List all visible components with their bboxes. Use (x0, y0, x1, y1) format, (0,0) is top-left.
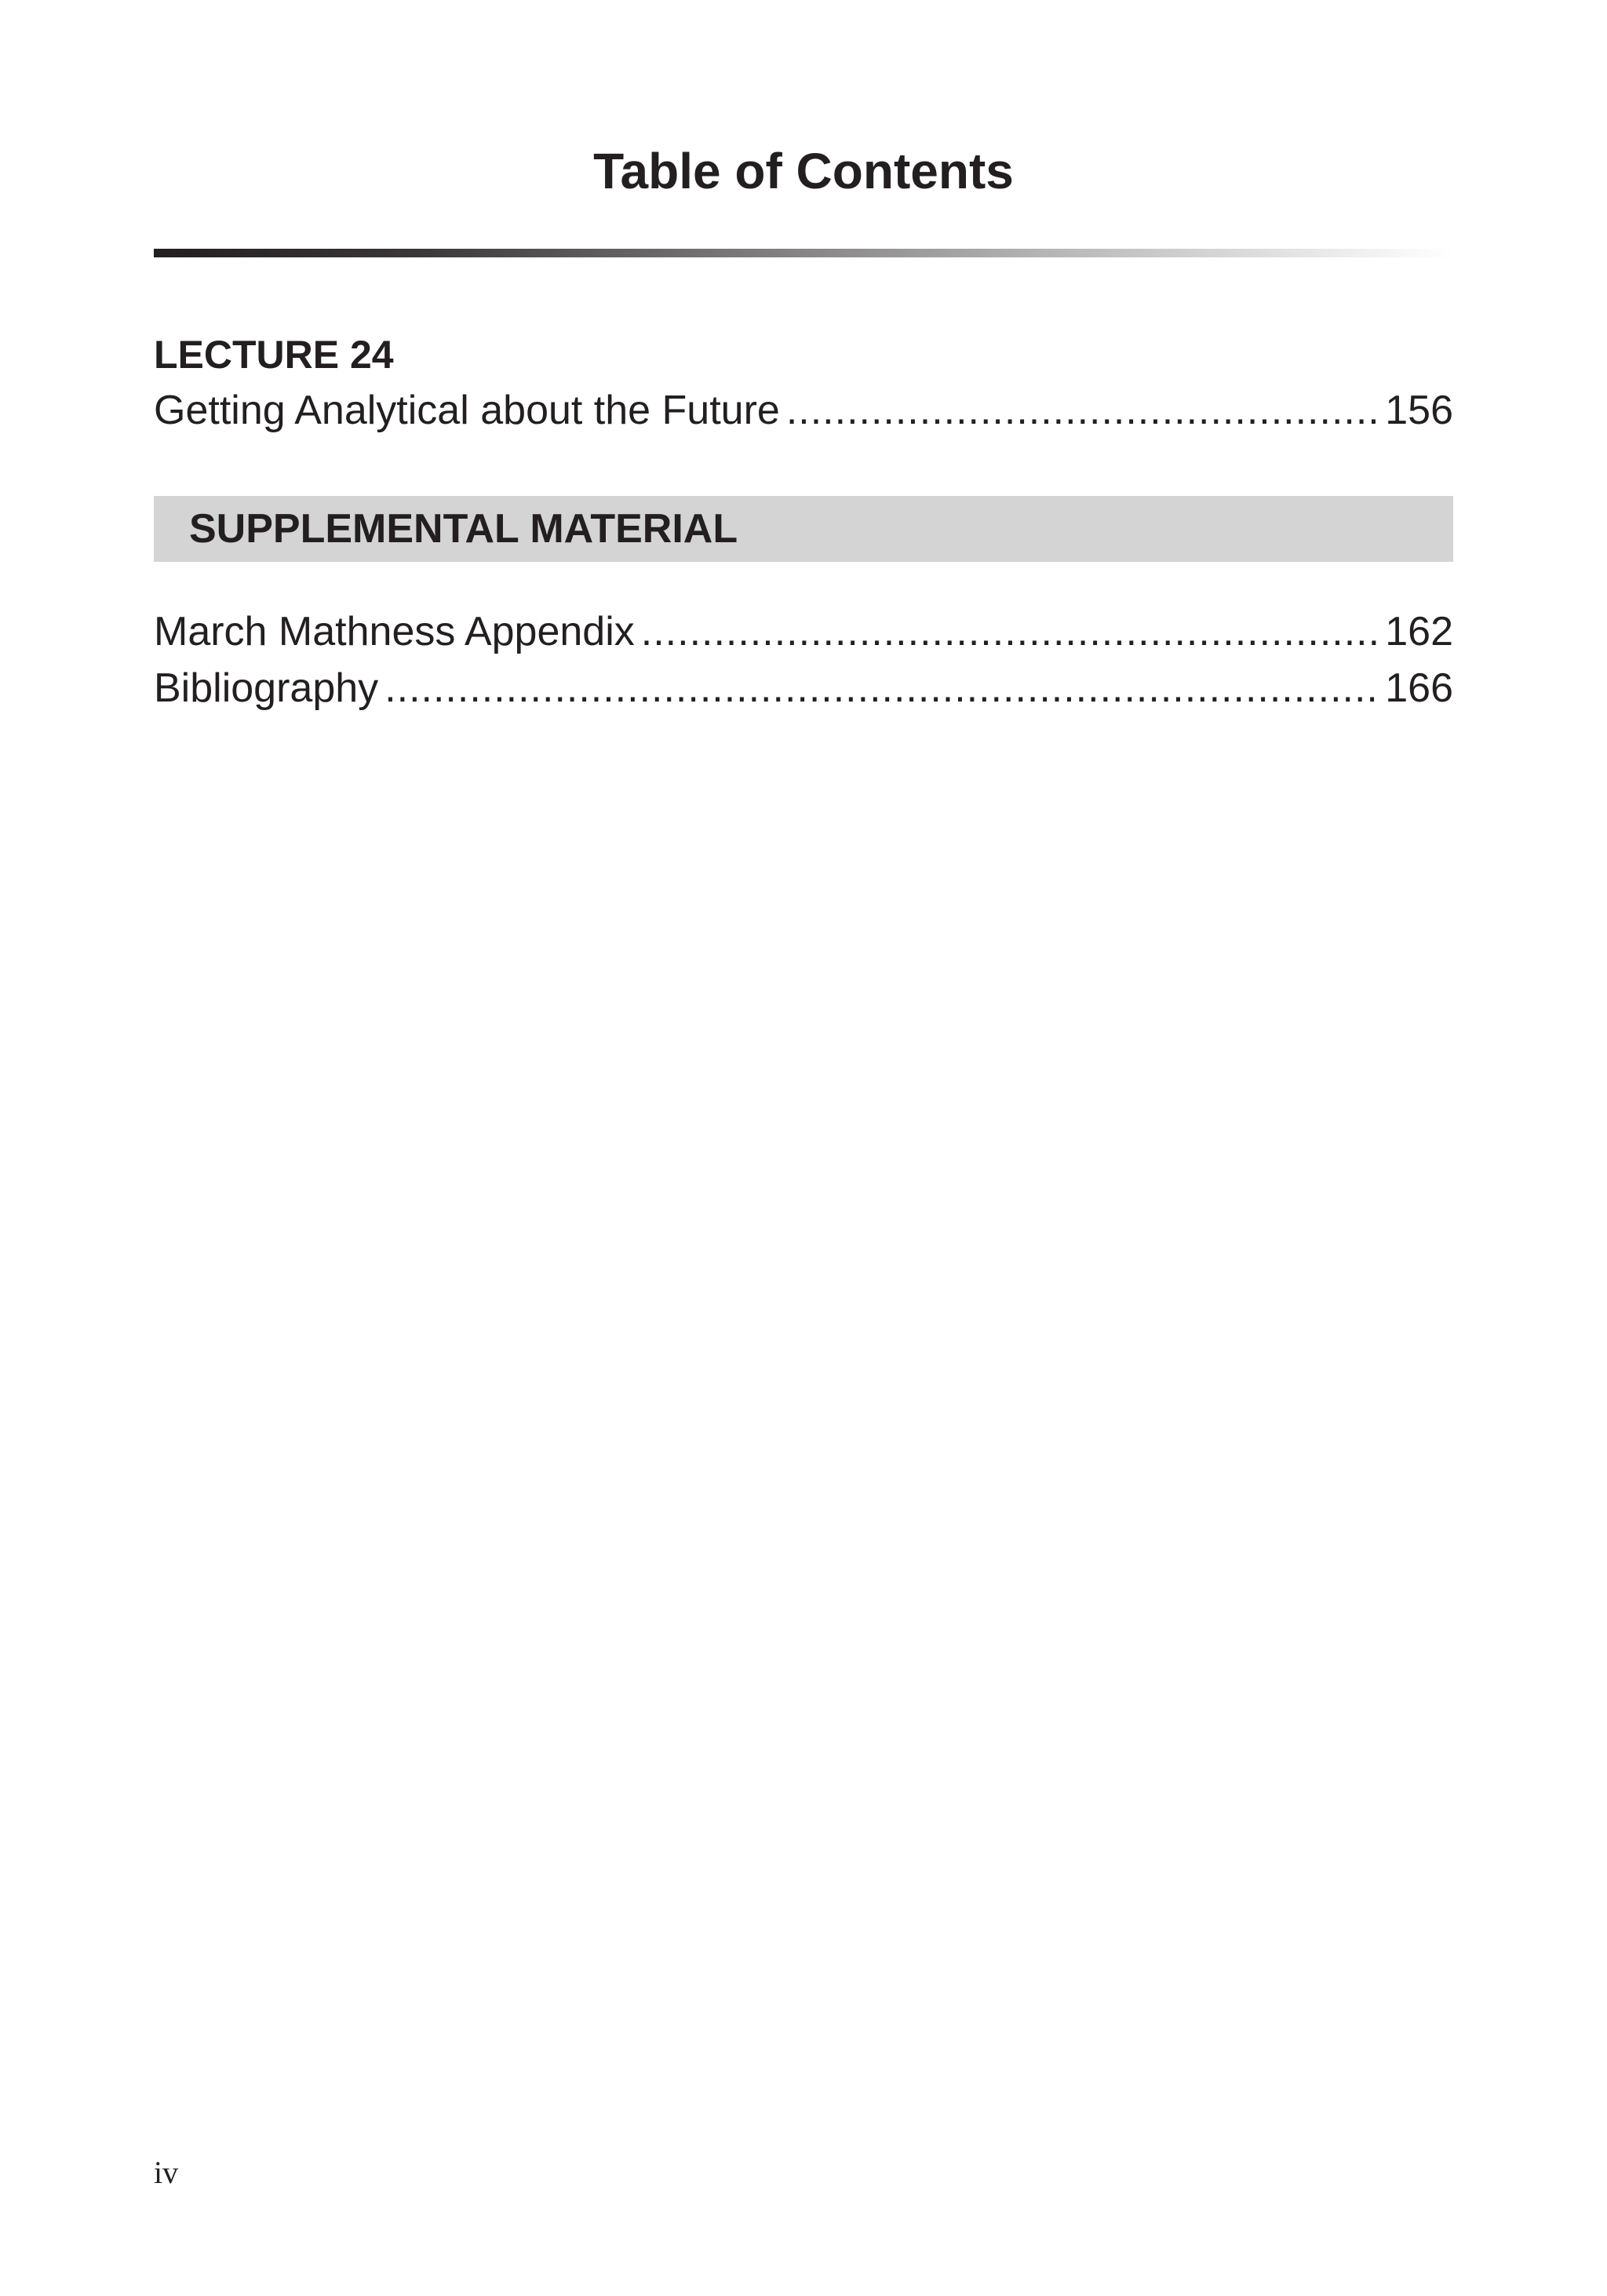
dot-leader (384, 661, 1382, 716)
toc-entry-label: March Mathness Appendix (154, 609, 635, 654)
title-gradient-rule (154, 249, 1453, 257)
toc-entry-label: Bibliography (154, 665, 379, 711)
lecture-heading: LECTURE 24 (154, 333, 394, 377)
toc-entry-label: Getting Analytical about the Future (154, 388, 780, 433)
toc-entry-page-number: 156 (1385, 388, 1453, 433)
supplemental-section-band (154, 496, 1453, 562)
dot-leader (786, 383, 1382, 438)
toc-entry-bibliography[interactable] (154, 661, 1453, 716)
supplemental-heading: SUPPLEMENTAL MATERIAL (189, 506, 738, 552)
toc-entry-appendix[interactable] (154, 604, 1453, 659)
dot-leader (641, 604, 1382, 659)
page-folio: iv (154, 2155, 179, 2190)
page-title: Table of Contents (593, 143, 1014, 199)
toc-entry-lecture-24[interactable] (154, 383, 1453, 438)
toc-entry-page-number: 166 (1385, 665, 1453, 711)
toc-entry-page-number: 162 (1385, 609, 1453, 654)
